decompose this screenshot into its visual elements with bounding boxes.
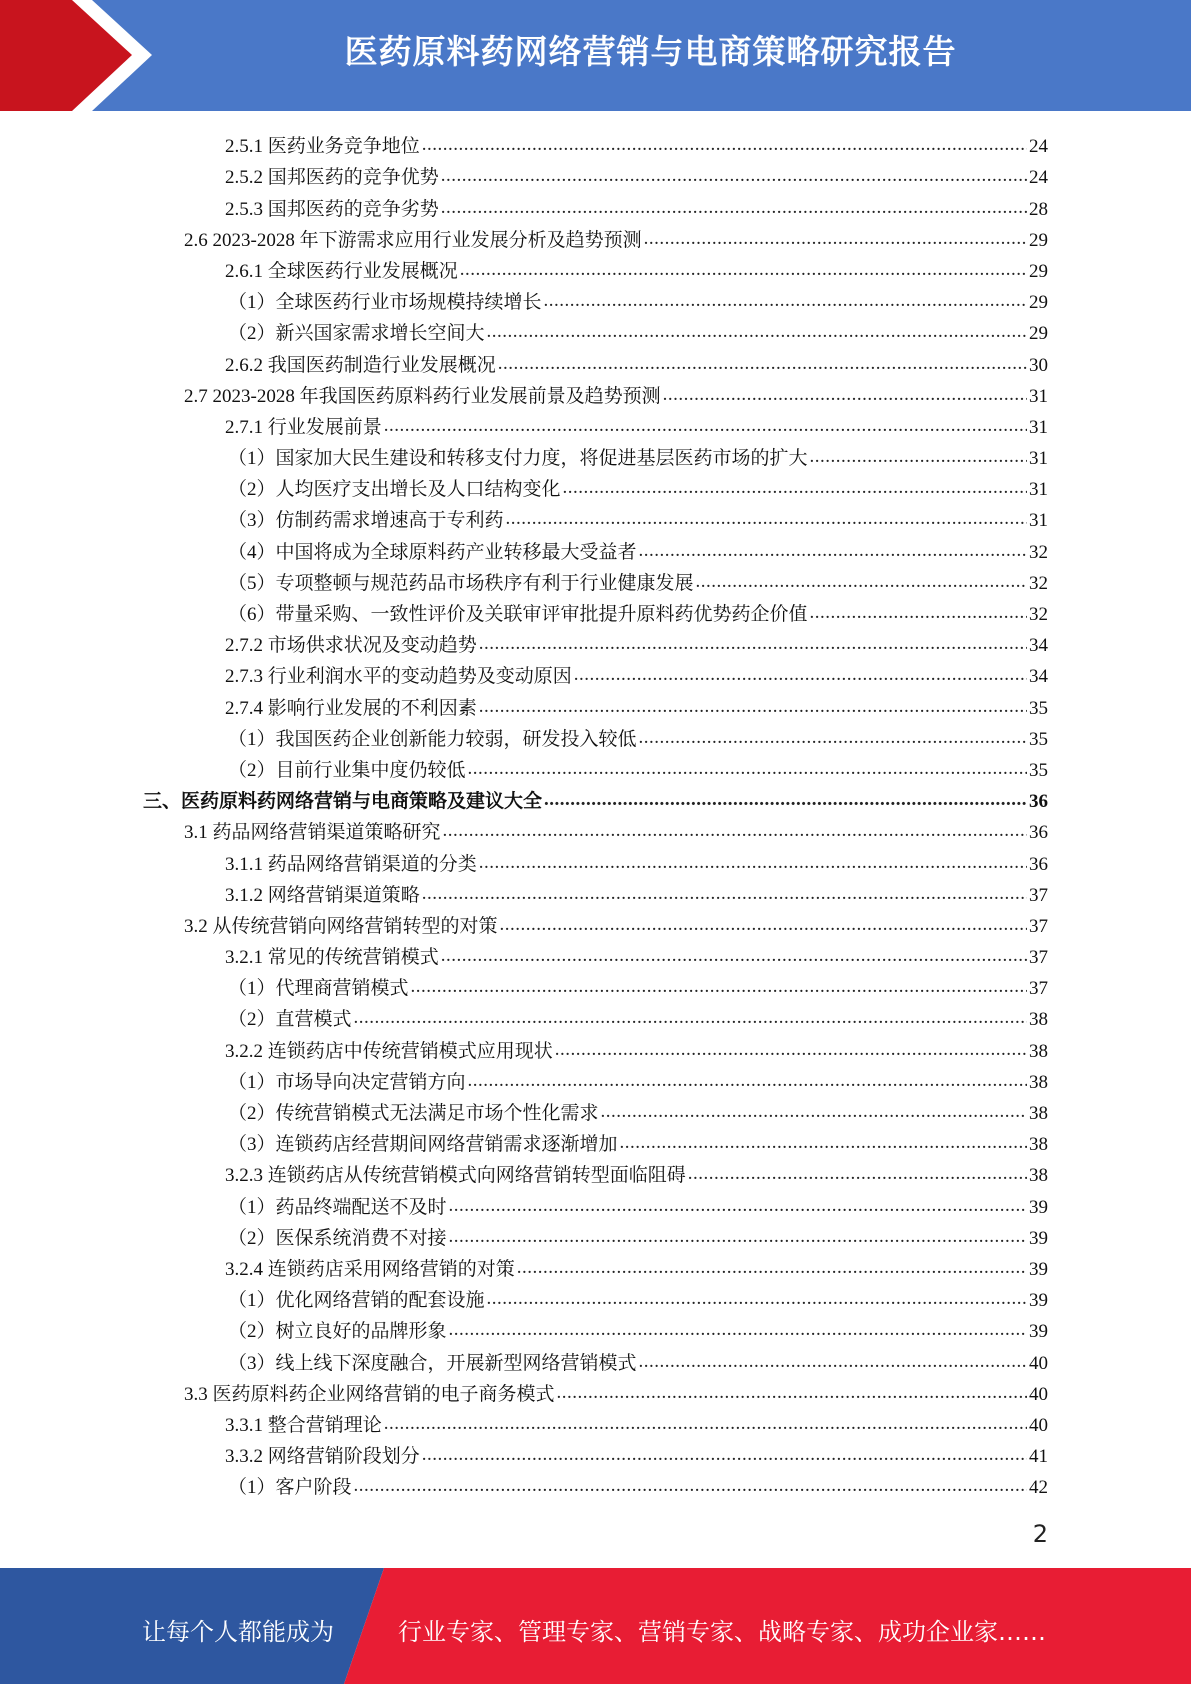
toc-entry-title: 2.7.2 市场供求状况及变动趋势: [225, 635, 477, 657]
toc-entry-title: （1）全球医药行业市场规模持续增长: [228, 292, 542, 314]
toc-entry-page: 38: [1029, 1103, 1048, 1124]
toc-entry-title: （2）医保系统消费不对接: [228, 1227, 447, 1249]
toc-entry-page: 32: [1029, 541, 1048, 563]
toc-entry[interactable]: [0, 721, 1191, 752]
toc-entry-page: 24: [1029, 167, 1048, 189]
toc-entry[interactable]: [0, 471, 1191, 502]
toc-entry[interactable]: [0, 284, 1191, 315]
toc-leader-dots: [555, 1038, 1027, 1062]
toc-entry[interactable]: [0, 1220, 1191, 1251]
toc-entry[interactable]: [0, 783, 1191, 814]
toc-entry-page: 40: [1029, 1352, 1048, 1374]
toc-entry-page: 38: [1029, 1009, 1048, 1031]
toc-entry-page: 28: [1029, 198, 1048, 220]
toc-leader-dots: [354, 1006, 1027, 1030]
toc-entry-title: 3.3.1 整合营销理论: [225, 1414, 382, 1436]
toc-entry-title: 3.2.4 连锁药店采用网络营销的对策: [225, 1258, 515, 1280]
toc-entry-page: 40: [1029, 1383, 1048, 1405]
toc-leader-dots: [479, 851, 1027, 875]
toc-entry-title: （2）传统营销模式无法满足市场个性化需求: [228, 1103, 599, 1124]
footer-slogan-right: 行业专家、管理专家、营销专家、战略专家、成功企业家……: [398, 1618, 1046, 1646]
toc-entry[interactable]: [0, 1032, 1191, 1063]
toc-entry-title: （1）优化网络营销的配套设施: [228, 1290, 485, 1312]
toc-entry[interactable]: [0, 1438, 1191, 1469]
toc-entry[interactable]: [0, 1469, 1191, 1500]
toc-entry-page: 39: [1029, 1258, 1048, 1280]
toc-entry-title: （1）市场导向决定营销方向: [228, 1071, 466, 1093]
toc-leader-dots: [696, 570, 1027, 594]
toc-entry[interactable]: [0, 689, 1191, 720]
toc-entry-title: （5）专项整顿与规范药品市场秩序有利于行业健康发展: [228, 572, 694, 594]
toc-entry-title: 3.2.2 连锁药店中传统营销模式应用现状: [225, 1040, 553, 1062]
toc-entry-page: 37: [1029, 947, 1048, 969]
toc-entry-title: （1）代理商营销模式: [228, 978, 409, 1000]
toc-entry[interactable]: [0, 908, 1191, 939]
toc-entry[interactable]: [0, 658, 1191, 689]
toc-entry-page: 31: [1029, 510, 1048, 532]
toc-leader-dots: [506, 507, 1027, 531]
toc-entry-title: （3）线上线下深度融合，开展新型网络营销模式: [228, 1352, 637, 1374]
toc-entry-title: 3.2 从传统营销向网络营销转型的对策: [184, 915, 498, 937]
toc-entry-page: 31: [1029, 479, 1048, 501]
toc-entry-page: 35: [1029, 759, 1048, 781]
toc-entry[interactable]: [0, 1376, 1191, 1407]
toc-leader-dots: [517, 1256, 1027, 1280]
toc-entry-title: （3）连锁药店经营期间网络营销需求逐渐增加: [228, 1134, 618, 1156]
toc-entry-title: 2.7.1 行业发展前景: [225, 416, 382, 438]
toc-entry[interactable]: [0, 814, 1191, 845]
header-arrow-logo: [0, 0, 160, 111]
toc-entry[interactable]: [0, 346, 1191, 377]
toc-entry-title: （4）中国将成为全球原料药产业转移最大受益者: [228, 541, 637, 563]
toc-entry-title: （1）药品终端配送不及时: [228, 1196, 447, 1218]
toc-entry-title: 2.5.1 医药业务竞争地位: [225, 136, 420, 158]
toc-leader-dots: [441, 944, 1027, 968]
toc-leader-dots: [460, 258, 1027, 282]
toc-entry-title: 2.7.4 影响行业发展的不利因素: [225, 697, 477, 719]
toc-leader-dots: [810, 445, 1027, 469]
toc-leader-dots: [563, 476, 1027, 500]
toc-entry[interactable]: [0, 939, 1191, 970]
toc-entry[interactable]: [0, 1407, 1191, 1438]
toc-entry[interactable]: [0, 253, 1191, 284]
toc-leader-dots: [449, 1225, 1027, 1249]
table-of-contents: [0, 128, 1191, 1500]
toc-leader-dots: [544, 289, 1027, 313]
toc-entry-title: 2.7.3 行业利润水平的变动趋势及变动原因: [225, 666, 572, 688]
toc-entry-page: 29: [1029, 229, 1048, 251]
toc-entry-title: 2.6 2023-2028 年下游需求应用行业发展分析及趋势预测: [184, 229, 642, 251]
toc-entry-title: （3）仿制药需求增速高于专利药: [228, 510, 504, 532]
toc-entry[interactable]: [0, 1001, 1191, 1032]
toc-entry-page: 38: [1029, 1071, 1048, 1093]
toc-entry-title: （2）树立良好的品牌形象: [228, 1321, 447, 1343]
toc-entry-title: 3.3 医药原料药企业网络营销的电子商务模式: [184, 1383, 555, 1405]
toc-entry-page: 39: [1029, 1227, 1048, 1249]
toc-entry[interactable]: [0, 502, 1191, 533]
toc-leader-dots: [487, 1287, 1027, 1311]
toc-leader-dots: [441, 196, 1027, 220]
toc-entry[interactable]: [0, 1313, 1191, 1344]
toc-entry-page: 32: [1029, 572, 1048, 594]
toc-entry[interactable]: [0, 159, 1191, 190]
toc-leader-dots: [449, 1318, 1027, 1342]
toc-entry-page: 39: [1029, 1196, 1048, 1218]
toc-leader-dots: [354, 1474, 1027, 1498]
toc-leader-dots: [422, 133, 1027, 157]
toc-entry[interactable]: [0, 627, 1191, 658]
toc-leader-dots: [468, 757, 1027, 781]
toc-entry-page: 38: [1029, 1165, 1048, 1187]
toc-entry-page: 36: [1029, 853, 1048, 875]
toc-entry-title: 3.2.3 连锁药店从传统营销模式向网络营销转型面临阻碍: [225, 1165, 686, 1187]
toc-leader-dots: [601, 1100, 1027, 1124]
toc-entry-title: （1）我国医药企业创新能力较弱，研发投入较低: [228, 728, 637, 750]
toc-entry-title: 2.5.2 国邦医药的竞争优势: [225, 167, 439, 189]
footer-slogan-left: 让每个人都能成为: [142, 1618, 334, 1646]
toc-entry-page: 37: [1029, 915, 1048, 937]
toc-entry[interactable]: [0, 440, 1191, 471]
toc-leader-dots: [644, 227, 1027, 251]
toc-entry-page: 35: [1029, 697, 1048, 719]
toc-leader-dots: [384, 414, 1027, 438]
toc-entry-page: 39: [1029, 1321, 1048, 1343]
toc-leader-dots: [557, 1381, 1027, 1405]
toc-entry[interactable]: [0, 378, 1191, 409]
toc-entry-title: （1）国家加大民生建设和转移支付力度，将促进基层医药市场的扩大: [228, 448, 808, 470]
toc-leader-dots: [449, 1194, 1027, 1218]
toc-entry[interactable]: [0, 409, 1191, 440]
toc-entry-page: 36: [1029, 822, 1048, 844]
toc-leader-dots: [441, 164, 1027, 188]
toc-leader-dots: [479, 632, 1027, 656]
toc-leader-dots: [468, 1069, 1027, 1093]
toc-entry[interactable]: [0, 1157, 1191, 1188]
toc-leader-dots: [639, 1350, 1027, 1374]
toc-entry-page: 34: [1029, 666, 1048, 688]
toc-entry-title: 2.5.3 国邦医药的竞争劣势: [225, 198, 439, 220]
toc-entry-title: （2）直营模式: [228, 1009, 352, 1031]
toc-entry-title: 3.1 药品网络营销渠道策略研究: [184, 822, 441, 844]
toc-entry[interactable]: [0, 596, 1191, 627]
toc-entry[interactable]: [0, 128, 1191, 159]
toc-entry[interactable]: [0, 1188, 1191, 1219]
toc-entry-page: 40: [1029, 1414, 1048, 1436]
toc-leader-dots: [688, 1162, 1027, 1186]
toc-entry-page: 29: [1029, 323, 1048, 345]
toc-leader-dots: [663, 383, 1027, 407]
toc-entry[interactable]: [0, 1282, 1191, 1313]
toc-entry-page: 31: [1029, 416, 1048, 438]
toc-entry-page: 24: [1029, 136, 1048, 158]
toc-leader-dots: [620, 1131, 1027, 1155]
toc-entry-title: （2）目前行业集中度仍较低: [228, 759, 466, 781]
toc-entry[interactable]: [0, 533, 1191, 564]
toc-leader-dots: [810, 601, 1027, 625]
toc-entry-title: （2）新兴国家需求增长空间大: [228, 323, 485, 345]
toc-entry-title: 2.7 2023-2028 年我国医药原料药行业发展前景及趋势预测: [184, 385, 661, 407]
toc-leader-dots: [422, 1443, 1027, 1467]
toc-leader-dots: [639, 726, 1027, 750]
toc-leader-dots: [384, 1412, 1027, 1436]
toc-entry-title: 3.3.2 网络营销阶段划分: [225, 1446, 420, 1468]
toc-entry[interactable]: [0, 1095, 1191, 1126]
toc-entry-title: （1）客户阶段: [228, 1477, 352, 1499]
page-footer: [0, 1568, 1191, 1684]
toc-entry-page: 31: [1029, 448, 1048, 470]
toc-entry-title: 3.2.1 常见的传统营销模式: [225, 947, 439, 969]
toc-leader-dots: [500, 913, 1027, 937]
toc-entry-title: 2.6.2 我国医药制造行业发展概况: [225, 354, 496, 376]
toc-entry-title: 3.1.1 药品网络营销渠道的分类: [225, 853, 477, 875]
toc-entry-page: 35: [1029, 728, 1048, 750]
toc-entry[interactable]: [0, 1251, 1191, 1282]
toc-entry[interactable]: [0, 1344, 1191, 1375]
toc-leader-dots: [443, 819, 1027, 843]
toc-leader-dots: [544, 788, 1027, 812]
toc-leader-dots: [422, 882, 1027, 906]
toc-entry-page: 41: [1029, 1446, 1048, 1468]
toc-entry-page: 29: [1029, 260, 1048, 282]
toc-entry-title: 3.1.2 网络营销渠道策略: [225, 884, 420, 906]
toc-entry-title: 2.6.1 全球医药行业发展概况: [225, 260, 458, 282]
toc-leader-dots: [639, 539, 1027, 563]
report-title: 医药原料药网络营销与电商策略研究报告: [344, 32, 957, 71]
toc-entry[interactable]: [0, 1126, 1191, 1157]
toc-entry-page: 39: [1029, 1290, 1048, 1312]
toc-entry[interactable]: [0, 752, 1191, 783]
page-number: 2: [1032, 1520, 1048, 1548]
toc-entry-page: 34: [1029, 635, 1048, 657]
toc-entry-page: 42: [1029, 1477, 1048, 1499]
toc-entry[interactable]: [0, 845, 1191, 876]
toc-entry-page: 38: [1029, 1134, 1048, 1156]
toc-entry-page: 37: [1029, 978, 1048, 1000]
toc-leader-dots: [487, 320, 1027, 344]
toc-entry-page: 29: [1029, 292, 1048, 314]
toc-entry-page: 36: [1029, 791, 1048, 813]
toc-leader-dots: [411, 975, 1027, 999]
toc-entry[interactable]: [0, 877, 1191, 908]
toc-entry-page: 37: [1029, 884, 1048, 906]
toc-entry[interactable]: [0, 315, 1191, 346]
toc-leader-dots: [479, 695, 1027, 719]
page-header: [0, 0, 1191, 111]
toc-entry[interactable]: [0, 190, 1191, 221]
toc-entry[interactable]: [0, 1064, 1191, 1095]
toc-entry[interactable]: [0, 222, 1191, 253]
toc-entry-page: 32: [1029, 604, 1048, 625]
toc-entry-page: 30: [1029, 354, 1048, 376]
toc-entry[interactable]: [0, 565, 1191, 596]
toc-entry-title: （2）人均医疗支出增长及人口结构变化: [228, 479, 561, 501]
toc-entry[interactable]: [0, 970, 1191, 1001]
toc-leader-dots: [574, 663, 1027, 687]
toc-entry-page: 31: [1029, 385, 1048, 407]
toc-entry-page: 38: [1029, 1040, 1048, 1062]
toc-entry-title: （6）带量采购、一致性评价及关联审评审批提升原料药优势药企价值: [228, 604, 808, 625]
toc-leader-dots: [498, 352, 1027, 376]
toc-entry-title: 三、医药原料药网络营销与电商策略及建议大全: [143, 791, 543, 813]
